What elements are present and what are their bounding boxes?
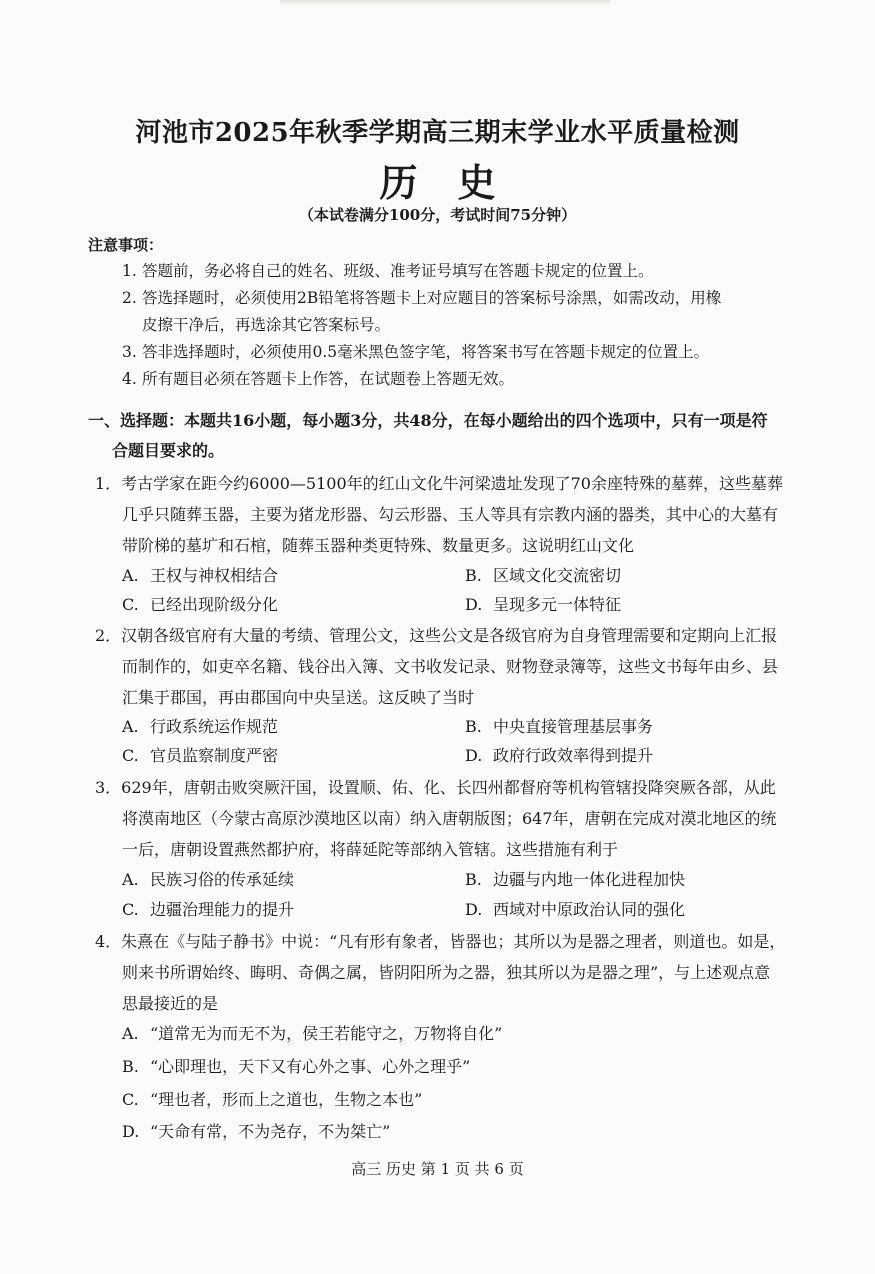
- option-label: A.: [122, 870, 139, 889]
- question-1-line-2: 几乎只随葬玉器，主要为猪龙形器、勾云形器、玉人等具有宗教内涵的器类，其中心的大墓有: [122, 505, 779, 524]
- option-text: “道常无为而无不为，侯王若能守之，万物将自化”: [150, 1024, 503, 1043]
- option-text: 呈现多元一体特征: [493, 595, 622, 614]
- option-text: 官员监察制度严密: [150, 746, 279, 765]
- option-label: C.: [122, 746, 139, 765]
- notice-item-text: 所有题目必须在答题卡上作答，在试题卷上答题无效。: [142, 370, 515, 388]
- question-3-option-c: [122, 895, 294, 925]
- option-label: B.: [465, 566, 482, 585]
- option-label: D.: [465, 746, 483, 765]
- option-text: 政府行政效率得到提升: [493, 746, 654, 765]
- notice-item-2: [122, 285, 837, 312]
- score-info: （本试卷满分100分，考试时间75分钟）: [298, 206, 577, 224]
- option-label: A.: [122, 1024, 139, 1043]
- option-label: D.: [122, 1122, 140, 1141]
- question-1-option-b: [465, 561, 621, 591]
- option-label: B.: [122, 1057, 139, 1076]
- question-3-line-1: 3．629年，唐朝击败突厥汗国，设置顺、佑、化、长四州都督府等机构管辖投降突厥各部，从此: [95, 778, 776, 797]
- question-4-option-d: [122, 1117, 390, 1147]
- question-2-option-b: [465, 712, 653, 742]
- notice-item-text: 答非选择题时，必须使用0.5毫米黑色签字笔，将答案书写在答题卡规定的位置上。: [142, 343, 710, 361]
- option-text: 西域对中原政治认同的强化: [493, 900, 686, 919]
- option-text: 边疆与内地一体化进程加快: [493, 870, 686, 889]
- notice-item-1: [122, 258, 837, 285]
- notice-item-text: 答题前，务必将自己的姓名、班级、准考证号填写在答题卡规定的位置上。: [142, 262, 654, 280]
- option-label: C.: [122, 1090, 139, 1109]
- option-text: 王权与神权相结合: [150, 566, 279, 585]
- question-1-option-a: [122, 561, 278, 591]
- option-label: B.: [465, 717, 482, 736]
- option-text: “理也者，形而上之道也，生物之本也”: [150, 1090, 423, 1109]
- option-text: 边疆治理能力的提升: [150, 900, 295, 919]
- option-text: 民族习俗的传承延续: [150, 870, 295, 889]
- question-4-option-c: [122, 1085, 422, 1115]
- section-heading-line-2: 合题目要求的。: [112, 441, 225, 460]
- option-label: A.: [122, 566, 139, 585]
- notice-title: 注意事项：: [88, 236, 164, 254]
- notice-item-3: [122, 339, 837, 366]
- question-2-line-1: 2．汉朝各级官府有大量的考绩、管理公文，这些公文是各级官府为自身管理需要和定期向上汇报: [95, 626, 778, 645]
- option-text: “心即理也，天下又有心外之事、心外之理乎”: [150, 1057, 471, 1076]
- notice-item-number: 4.: [122, 370, 137, 388]
- question-4-line-1: 4．朱熹在《与陆子静书》中说：“凡有形有象者，皆器也；其所以为是器之理者，则道也。如是，: [95, 932, 786, 951]
- notice-item-4: [122, 366, 837, 393]
- question-1-option-c: [122, 590, 278, 620]
- question-3-option-b: [465, 865, 685, 895]
- question-1-line-3: 带阶梯的墓圹和石棺，随葬玉器种类更特殊、数量更多。这说明红山文化: [122, 536, 635, 555]
- section-heading: [88, 406, 838, 466]
- question-3-line-3: 一后，唐朝设置燕然都护府，将薛延陀等部纳入管辖。这些措施有利于: [122, 840, 619, 859]
- option-label: D.: [465, 595, 483, 614]
- exam-title: 河池市2025年秋季学期高三期末学业水平质量检测: [135, 118, 740, 148]
- section-heading-line-1: 一、选择题：本题共16小题，每小题3分，共48分，在每小题给出的四个选项中，只有一项是符: [88, 411, 768, 430]
- question-1-option-d: [465, 590, 621, 620]
- page-footer: 高三 历史 第 1 页 共 6 页: [351, 1160, 524, 1178]
- option-label: B.: [465, 870, 482, 889]
- question-2-option-c: [122, 741, 278, 771]
- notice-item-number: 3.: [122, 343, 137, 361]
- subject-title: 历史: [379, 160, 536, 205]
- notice-item-text: 答选择题时，必须使用2B铅笔将答题卡上对应题目的答案标号涂黑，如需改动，用橡: [142, 289, 722, 307]
- question-2-option-a: [122, 712, 278, 742]
- notice-item-2-continued: 皮擦干净后，再选涂其它答案标号。: [142, 316, 391, 334]
- question-2-line-2: 而制作的，如吏卒名籍、钱谷出入簿、文书收发记录、财物登录簿等，这些文书每年由乡、县: [122, 657, 779, 676]
- question-3-line-2: 将漠南地区（今蒙古高原沙漠地区以南）纳入唐朝版图；647年，唐朝在完成对漠北地区的统: [122, 809, 777, 828]
- option-label: C.: [122, 900, 139, 919]
- notice-item-number: 1.: [122, 262, 137, 280]
- option-text: 中央直接管理基层事务: [493, 717, 654, 736]
- notice-item-number: 2.: [122, 289, 137, 307]
- question-3-option-a: [122, 865, 294, 895]
- question-4-line-3: 思最接近的是: [122, 994, 219, 1013]
- question-1-line-1: 1．考古学家在距今约6000—5100年的红山文化牛河梁遗址发现了70余座特殊的墓葬，这些墓葬: [95, 474, 783, 493]
- option-text: 行政系统运作规范: [150, 717, 279, 736]
- question-4-line-2: 则来书所谓始终、晦明、奇偶之属，皆阴阳所为之器，独其所以为是器之理”，与上述观点意: [122, 963, 771, 982]
- option-label: D.: [465, 900, 483, 919]
- question-4-option-a: [122, 1019, 502, 1049]
- option-text: 已经出现阶级分化: [150, 595, 279, 614]
- option-text: 区域文化交流密切: [493, 566, 622, 585]
- question-2-option-d: [465, 741, 653, 771]
- question-2-line-3: 汇集于郡国，再由郡国向中央呈送。这反映了当时: [122, 688, 475, 707]
- question-4-option-b: [122, 1052, 470, 1082]
- option-label: A.: [122, 717, 139, 736]
- scan-edge-shadow: [280, 0, 610, 6]
- option-label: C.: [122, 595, 139, 614]
- question-3-option-d: [465, 895, 685, 925]
- option-text: “天命有常，不为尧存，不为桀亡”: [150, 1122, 391, 1141]
